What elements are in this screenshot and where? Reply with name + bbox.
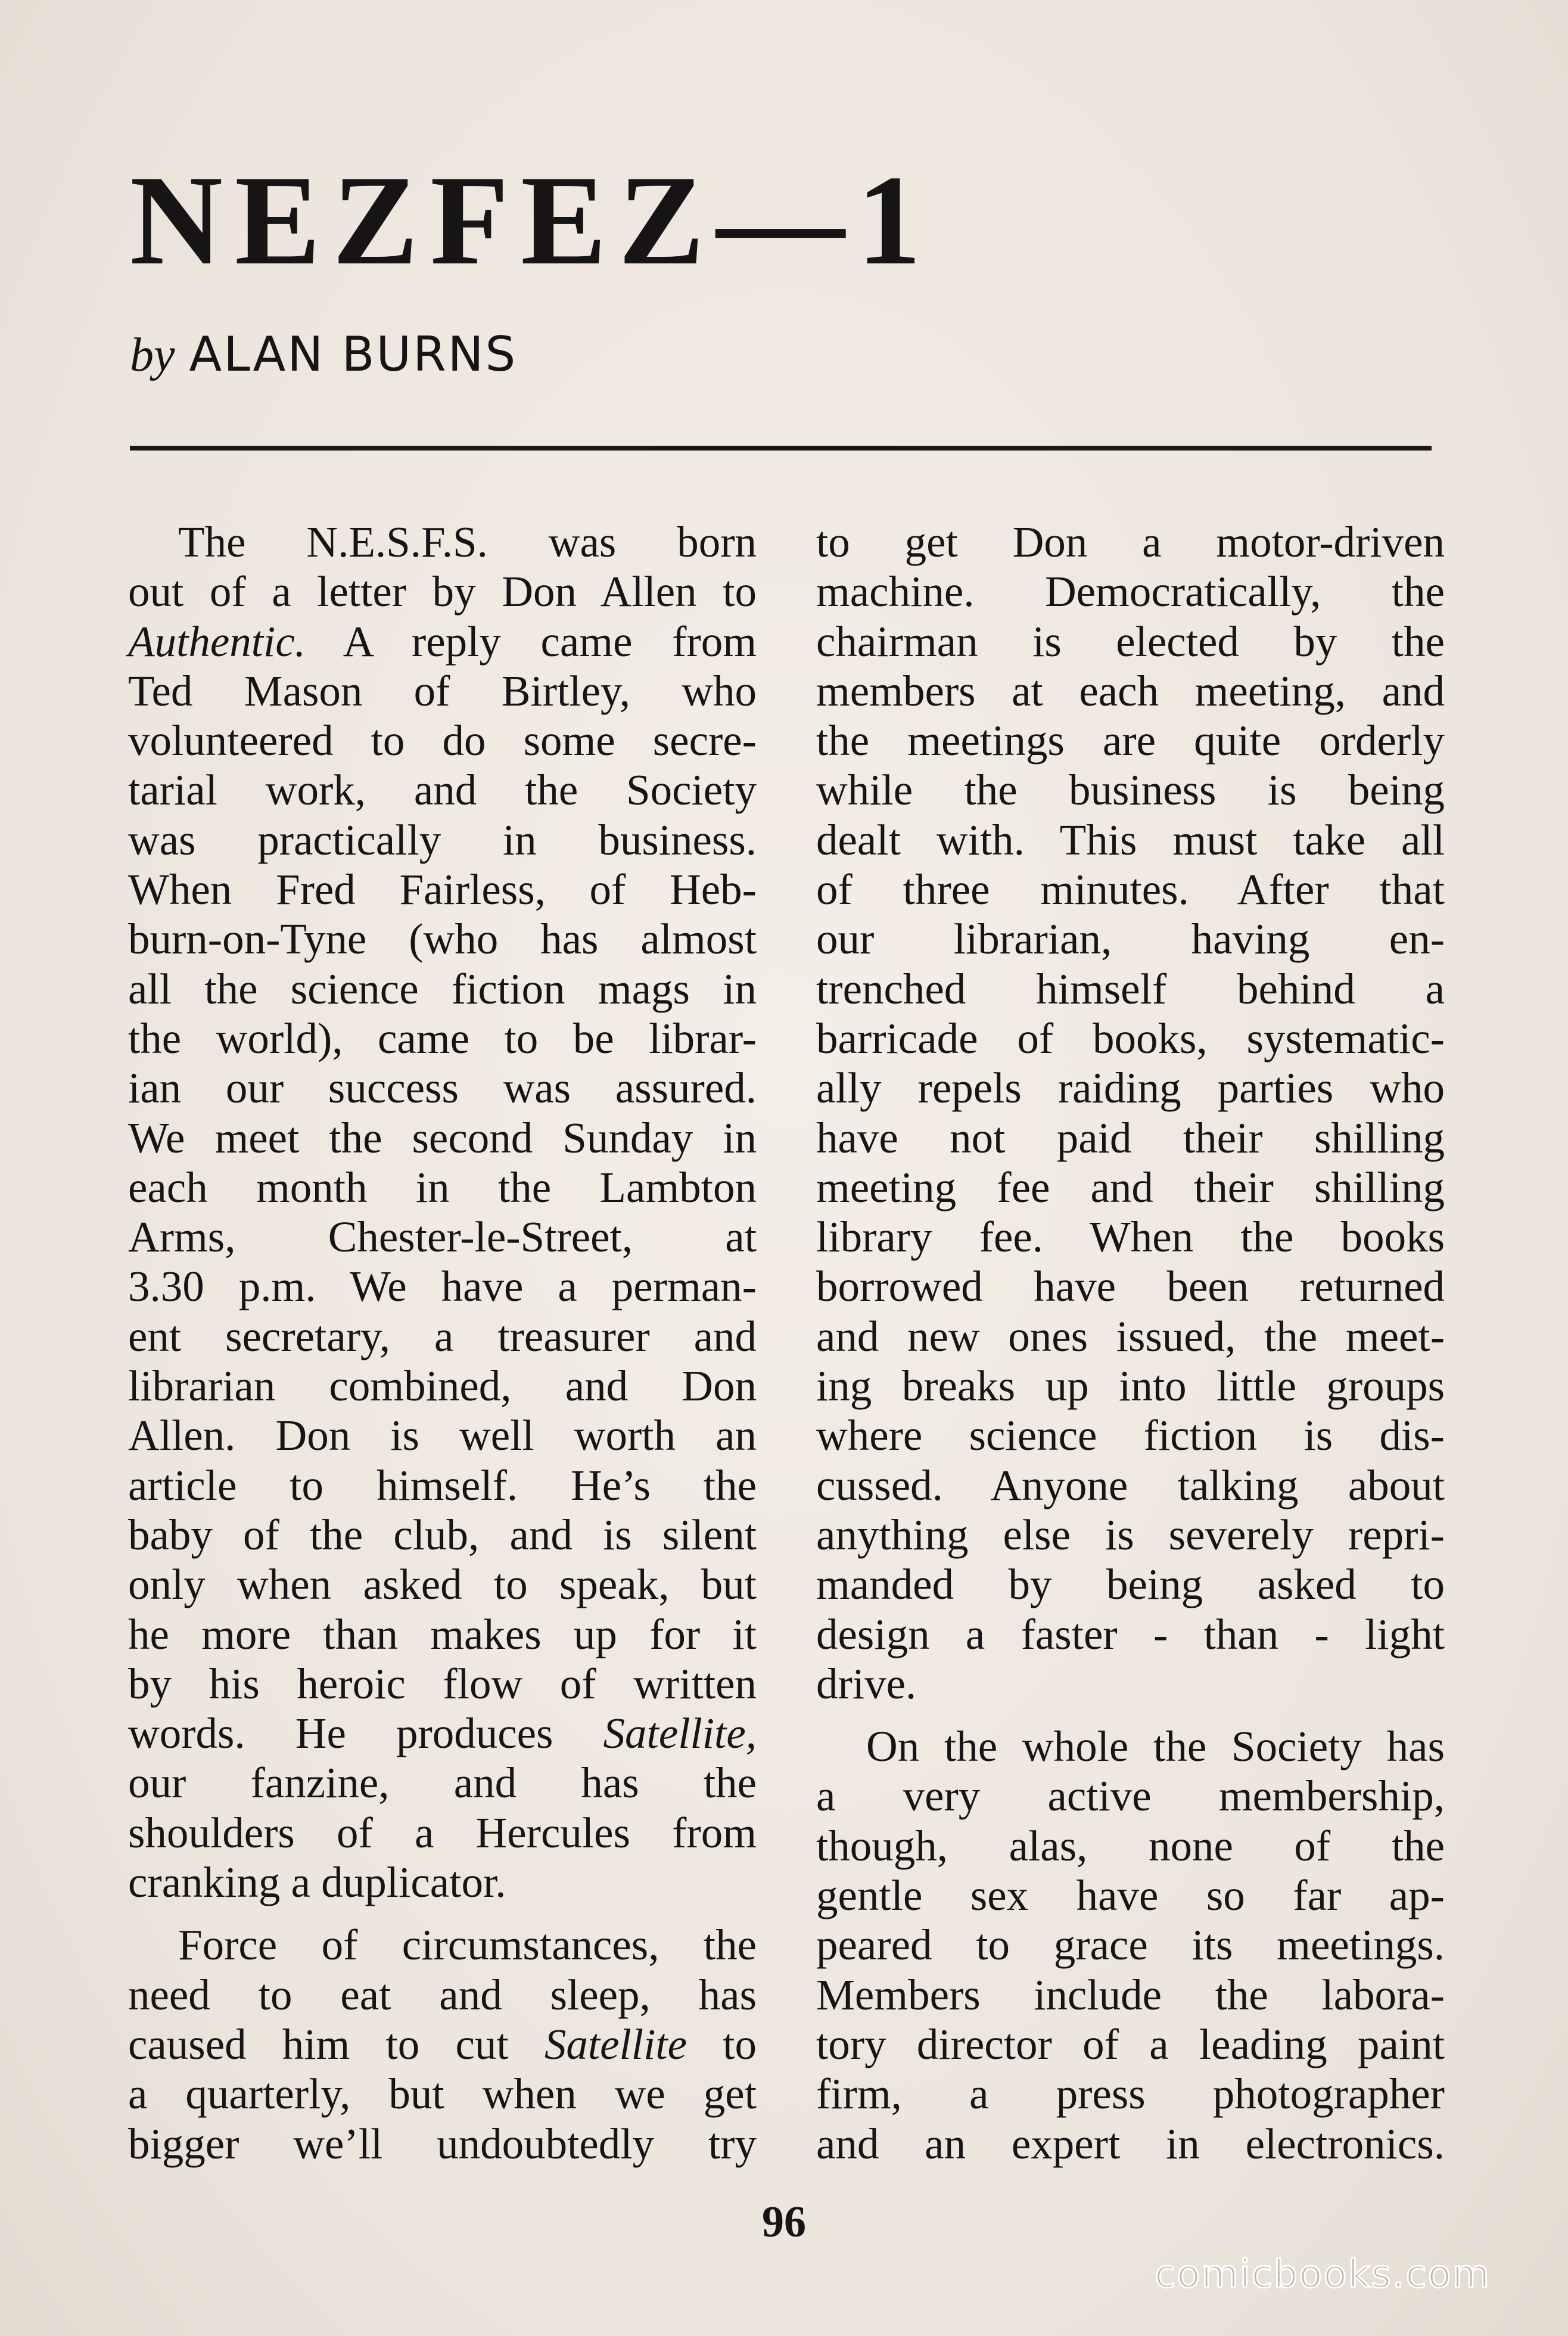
text-line: manded by being asked to (816, 1560, 1445, 1609)
byline-prefix: by (130, 329, 175, 381)
text-line: chairman is elected by the (816, 617, 1445, 666)
text-line: have not paid their shilling (816, 1113, 1445, 1162)
text-line: firm, a press photographer (816, 2070, 1445, 2118)
text-line: though, alas, none of the (816, 1821, 1445, 1870)
text-column-right (816, 517, 1445, 2169)
text-line: peared to grace its meetings. (816, 1921, 1445, 1970)
text-line: trenched himself behind a (816, 964, 1445, 1013)
article-title: NEZFEZ—1 (130, 149, 934, 291)
text-line: shoulders of a Hercules from (128, 1808, 757, 1857)
text-line: ian our success was assured. (128, 1064, 757, 1113)
byline (130, 327, 518, 382)
text-line: 3.30 p.m. We have a perman- (128, 1262, 757, 1311)
text-line: The N.E.S.F.S. was born (178, 518, 757, 566)
text-line: members at each meeting, and (816, 666, 1445, 715)
text-line: tory director of a leading paint (816, 2020, 1445, 2068)
text-line: all the science fiction mags in (128, 964, 757, 1013)
text-line: ing breaks up into little groups (816, 1362, 1445, 1411)
text-line: When Fred Fairless, of Heb- (128, 865, 757, 914)
text-line: the meetings are quite orderly (816, 716, 1445, 765)
text-line: baby of the club, and is silent (128, 1510, 757, 1559)
text-line: a quarterly, but when we get (128, 2070, 757, 2118)
text-line: to get Don a motor-driven (816, 518, 1445, 566)
text-line: Authentic. A reply came from (128, 617, 757, 666)
text-line: of three minutes. After that (816, 865, 1445, 914)
text-line: Members include the labora- (816, 1970, 1445, 2019)
watermark: comicbooks.com (1155, 2253, 1491, 2297)
text-line: cranking a duplicator. (128, 1858, 506, 1907)
text-line: and new ones issued, the meet- (816, 1312, 1445, 1360)
text-line: bigger we’ll undoubtedly try (128, 2119, 757, 2168)
text-line: meeting fee and their shilling (816, 1163, 1445, 1212)
text-line: he more than makes up for it (128, 1610, 757, 1658)
text-line: where science fiction is dis- (816, 1411, 1445, 1460)
text-line: and an expert in electronics. (816, 2119, 1445, 2168)
text-line: each month in the Lambton (128, 1163, 757, 1212)
text-line: borrowed have been returned (816, 1262, 1445, 1311)
text-line: only when asked to speak, but (128, 1560, 757, 1609)
text-line: caused him to cut Satellite to (128, 2020, 757, 2068)
text-line: anything else is severely repri- (816, 1510, 1445, 1559)
text-line: machine. Democratically, the (816, 567, 1445, 616)
author-name: ALAN BURNS (189, 327, 518, 382)
text-line: drive. (816, 1659, 917, 1708)
text-line: our librarian, having en- (816, 915, 1445, 964)
text-line: Arms, Chester-le-Street, at (128, 1213, 757, 1262)
text-line: design a faster - than - light (816, 1610, 1445, 1658)
text-line: ent secretary, a treasurer and (128, 1312, 757, 1360)
text-line: library fee. When the books (816, 1213, 1445, 1262)
text-line: our fanzine, and has the (128, 1759, 757, 1807)
text-line: tarial work, and the Society (128, 766, 757, 815)
text-line: a very active membership, (816, 1772, 1445, 1821)
text-line: article to himself. He’s the (128, 1461, 757, 1509)
text-line: cussed. Anyone talking about (816, 1461, 1445, 1509)
text-column-left (128, 517, 757, 2169)
text-line: librarian combined, and Don (128, 1362, 757, 1411)
text-line: On the whole the Society has (866, 1722, 1445, 1771)
text-line: ally repels raiding parties who (816, 1064, 1445, 1113)
text-line: Ted Mason of Birtley, who (128, 666, 757, 715)
text-line: gentle sex have so far ap- (816, 1871, 1445, 1920)
text-line: while the business is being (816, 766, 1445, 815)
title-divider (130, 446, 1432, 451)
page-number: 96 (762, 2198, 806, 2247)
text-line: Force of circumstances, the (178, 1921, 757, 1970)
text-line: the world), came to be librar- (128, 1014, 757, 1063)
text-line: burn-on-Tyne (who has almost (128, 915, 757, 964)
text-line: Allen. Don is well worth an (128, 1411, 757, 1460)
text-line: was practically in business. (128, 815, 757, 864)
text-line: dealt with. This must take all (816, 815, 1445, 864)
text-line: volunteered to do some secre- (128, 716, 757, 765)
text-line: by his heroic flow of written (128, 1659, 757, 1708)
text-line: barricade of books, systematic- (816, 1014, 1445, 1063)
text-line: need to eat and sleep, has (128, 1970, 757, 2019)
text-line: words. He produces Satellite, (128, 1709, 757, 1758)
text-line: We meet the second Sunday in (128, 1113, 757, 1162)
text-line: out of a letter by Don Allen to (128, 567, 757, 616)
